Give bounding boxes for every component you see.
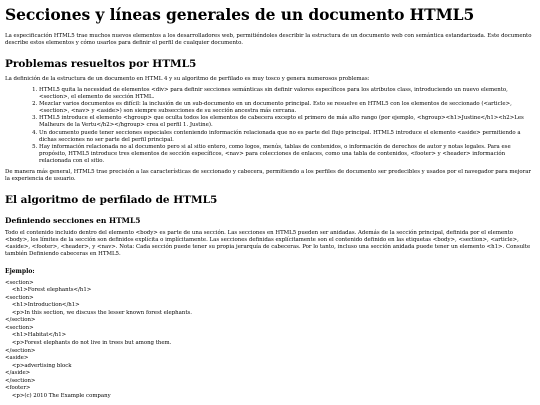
intro-paragraph: La especificación HTML5 trae muchos nuevos elementos a los desarrolladores web, permitiéndoles describir la estructura de un documento web con semántica estandarizada. Este documento describe estos elementos y cómo usarlos para definir el perfil de cualquier documento. (5, 32, 532, 46)
list-item: 3. HTML5 introduce el elemento <hgroup> que oculta todos los elementos de cabecera excepto el primero de más alto rango (por ejemplo, <hgroup><h1>Justine</h1><h2>Les Malheurs de la Vertu</h2></hgroup> crea el perfil 1. Justine). (39, 115, 535, 129)
algorithm-heading: El algoritmo de perfilado de HTML5 (5, 194, 218, 207)
code-line: </aside> (5, 370, 31, 377)
code-line: <p>Forest elephants do not live in trees but among them. (5, 340, 172, 346)
code-example (5, 280, 535, 401)
code-line: <p>In this section, we discuss the lesser known forest elephants. (5, 309, 192, 316)
code-line: </section> (5, 347, 36, 354)
code-line: <h1>Introduction</h1> (5, 302, 80, 309)
page-title: Secciones y líneas generales de un documento HTML5 (5, 5, 475, 24)
problems-lead: La definición de la estructura de un documento en HTML 4 y su algoritmo de perfilado es muy tosco y genera numerosos problemas: (5, 75, 370, 82)
code-line: <h1>Forest elephants</h1> (5, 287, 92, 294)
code-line: <section> (5, 279, 34, 286)
list-item: 5. Hay información relacionada no al documento pero si al sitio entero, como logos, menús, tablas de contenidos, o información de derechos de autor y notas legales. Para ese propósito, HTML5 introduce tres elementos de sección específicos, <nav> para colecciones de enlaces, como una tabla de contenidos, <footer> y <header> información relacionada con el sitio. (39, 144, 535, 165)
algorithm-subheading: Definiendo secciones en HTML5 (5, 216, 141, 225)
list-item: 1. HTML5 quita la necesidad de elementos <div> para definir secciones semánticas sin definir valores específicos para los atributos class, introduciendo un nuevo elemento, <section>, el elemento de sección HTML. (39, 87, 535, 101)
code-line: <aside> (5, 355, 29, 362)
list-item: 4. Un documento puede tener secciones especiales conteniendo información relacionada que no es parte del flujo principal. HTML5 introduce el elemento <aside> permitiendo a dichas secciones no ser parte del perfil principal. (39, 130, 535, 144)
code-line: <p>(c) 2010 The Example company (5, 392, 111, 399)
code-line: <h1>Habitat</h1> (5, 332, 67, 339)
code-line: <p>advertising block (5, 362, 72, 369)
code-line: </section> (5, 317, 36, 324)
problems-heading: Problemas resueltos por HTML5 (5, 58, 197, 71)
example-label: Ejemplo: (5, 267, 35, 275)
code-line: <footer> (5, 385, 31, 392)
code-line: </section> (5, 377, 36, 384)
list-item: 2. Mezclar varios documentos es difícil: la inclusión de un sub-documento en un documento principal. Esto se resuelve en HTML5 con los elementos de seccionado (<article>, <section>, <nav> y <aside>) son siempre subsecciones de su sección ancestra más cercana. (39, 101, 535, 115)
algorithm-paragraph: Todo el contenido incluido dentro del elemento <body> es parte de una sección. Las secciones en HTML5 pueden ser anidadas. Además de la sección principal, definida por el elemento <body>, los límites de la sección son definidos explícita o implícitamente. Las secciones definidas explícitamente son el contenido definido en las etiquetas <body>, <section>, <article>, <aside>, <footer>, <header>, y <nav>. Nota: Cada sección puede tener su propia jerarquía de cabeceras. Por lo tanto, incluso una sección anidada puede tener un elemento <h1>. Consulte también Definiendo cabeceras en HTML5. (5, 230, 531, 258)
code-line: <section> (5, 294, 34, 301)
problems-closing: De manera más general, HTML5 trae precisión a las características de seccionado y cabecera, permitiendo a los perfiles de documento ser predecibles y usados por el navegador para mejorar la experiencia de usuario. (5, 169, 532, 183)
code-line: <section> (5, 324, 34, 331)
problems-list (5, 87, 535, 165)
